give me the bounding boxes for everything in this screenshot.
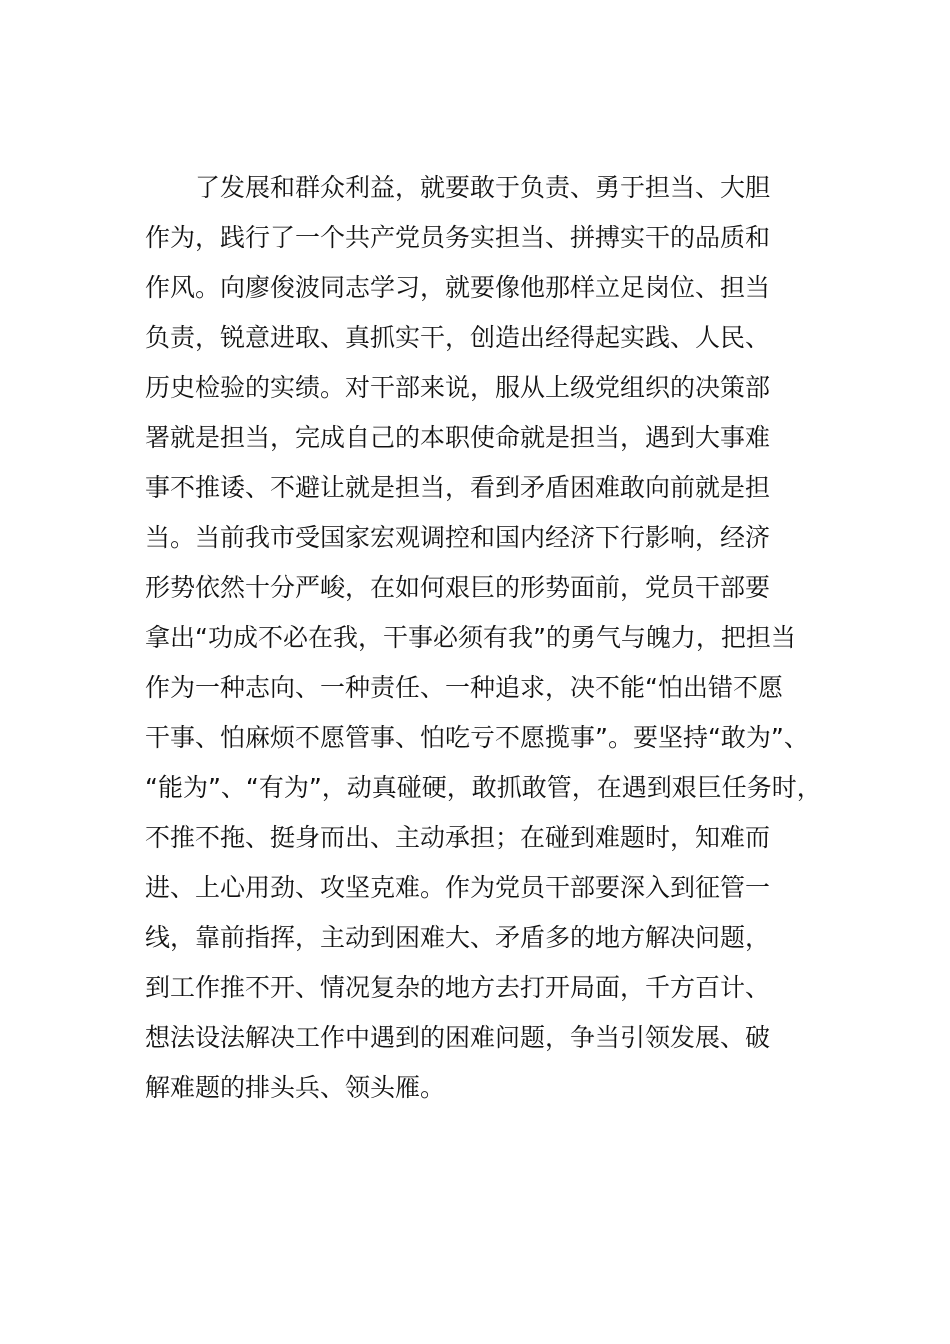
text-line: 解难题的排头兵、领头雁。	[145, 1073, 446, 1102]
text-line: 形势依然十分严峻，在如何艰巨的形势面前，党员干部要	[145, 573, 771, 602]
text-line: 事不推诿、不避让就是担当，看到矛盾困难敢向前就是担	[145, 473, 771, 502]
text-line: “能为”、“有为”，动真碰硬，敢抓敢管，在遇到艰巨任务时，	[145, 773, 822, 802]
text-line: 想法设法解决工作中遇到的困难问题，争当引领发展、破	[145, 1023, 771, 1052]
text-line: 到工作推不开、情况复杂的地方去打开局面，千方百计、	[145, 973, 771, 1002]
text-line: 拿出“功成不必在我，干事必须有我”的勇气与魄力，把担当	[145, 623, 796, 652]
text-line: 署就是担当，完成自己的本职使命就是担当，遇到大事难	[145, 423, 771, 452]
text-line: 进、上心用劲、攻坚克难。作为党员干部要深入到征管一	[145, 873, 771, 902]
text-line: 不推不拖、挺身而出、主动承担；在碰到难题时，知难而	[145, 823, 771, 852]
text-line: 干事、怕麻烦不愿管事、怕吃亏不愿揽事”。要坚持“敢为”、	[145, 723, 809, 752]
text-line: 作风。向廖俊波同志学习，就要像他那样立足岗位、担当	[145, 273, 771, 302]
text-line: 作为，践行了一个共产党员务实担当、拼搏实干的品质和	[145, 223, 771, 252]
text-line: 了发展和群众利益，就要敢于负责、勇于担当、大胆	[195, 173, 771, 202]
text-line: 历史检验的实绩。对干部来说，服从上级党组织的决策部	[145, 373, 771, 402]
text-line: 负责，锐意进取、真抓实干，创造出经得起实践、人民、	[145, 323, 771, 352]
paragraph	[145, 163, 845, 1113]
text-line: 线，靠前指挥，主动到困难大、矛盾多的地方解决问题，	[145, 923, 771, 952]
text-line: 当。当前我市受国家宏观调控和国内经济下行影响，经济	[145, 523, 771, 552]
text-line: 作为一种志向、一种责任、一种追求，决不能“怕出错不愿	[145, 673, 783, 702]
